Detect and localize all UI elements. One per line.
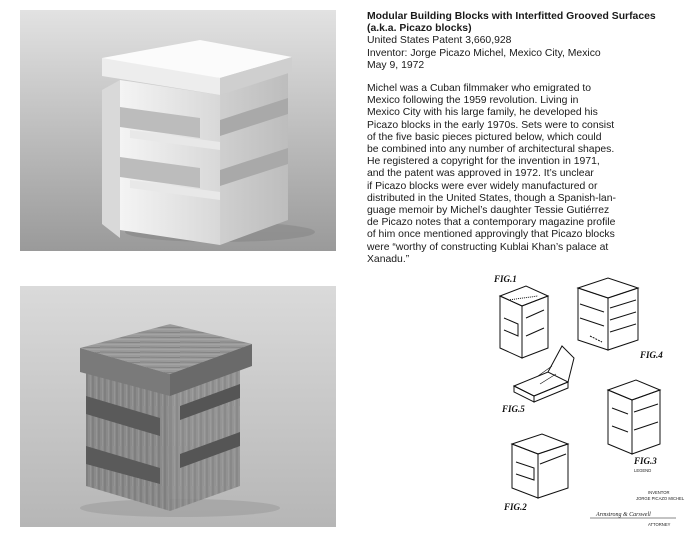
fig1-block — [500, 286, 548, 358]
body-line: Michel was a Cuban filmmaker who emigrated to — [367, 83, 592, 95]
wood-block-photo — [20, 286, 336, 527]
body-line: Picazo blocks in the early 1970s. Sets were to consist — [367, 119, 615, 131]
body-line: He registered a copyright for the invention in 1971, — [367, 156, 600, 168]
fig3-label: FIG.3 — [634, 456, 657, 466]
fig1-label: FIG.1 — [494, 274, 517, 284]
fig4-block — [578, 278, 638, 350]
body-line: Mexico City with his large family, he developed his — [367, 107, 598, 119]
body-line: guage memoir by Michel’s daughter Tessie Gutiérrez — [367, 205, 610, 217]
patent-number: United States Patent 3,660,928 — [367, 35, 512, 47]
patent-meta — [367, 35, 685, 72]
patent-title: Modular Building Blocks with Interfitted Grooved Surfaces (a.k.a. Picazo blocks) — [367, 11, 656, 35]
fig3-block — [608, 380, 660, 454]
patent-date: May 9, 1972 — [367, 59, 425, 71]
body-line: of him once mentioned approvingly that Picazo blocks — [367, 229, 615, 241]
inventor-name: JORGE PICAZO MICHEL — [636, 496, 685, 501]
attorney-label: ATTORNEY — [648, 522, 671, 527]
fig5-label: FIG.5 — [502, 404, 525, 414]
inventor-label: INVENTOR — [648, 490, 670, 495]
body-line: were “worthy of constructing Kublai Khan’s palace at — [367, 241, 609, 253]
fig5-block — [514, 346, 574, 402]
white-block-photo — [20, 10, 336, 251]
body-line: be combined into any number of architectural shapes. — [367, 144, 615, 156]
fig2-label: FIG.2 — [504, 502, 527, 512]
body-paragraph — [367, 83, 685, 266]
fig2-block — [512, 434, 568, 498]
body-line: if Picazo blocks were ever widely manufactured or — [367, 180, 598, 192]
description-column — [367, 11, 685, 266]
patent-drawing — [478, 266, 700, 541]
body-line: de Picazo notes that a contemporary magazine profile — [367, 217, 616, 229]
fig4-label: FIG.4 — [640, 350, 663, 360]
body-line: Mexico following the 1959 revolution. Living in — [367, 95, 579, 107]
attorney-signature: Armstrong & Carswell — [596, 512, 651, 518]
legend-label: LEGEND — [634, 468, 652, 473]
body-line: Xanadu.” — [367, 253, 410, 265]
body-line: and the patent was approved in 1972. It’s unclear — [367, 168, 594, 180]
body-line: of the five basic pieces pictured below, which could — [367, 131, 602, 143]
patent-inventor: Inventor: Jorge Picazo Michel, Mexico City, Mexico — [367, 47, 601, 59]
body-line: distributed in the United States, though a Spanish-lan- — [367, 192, 616, 204]
